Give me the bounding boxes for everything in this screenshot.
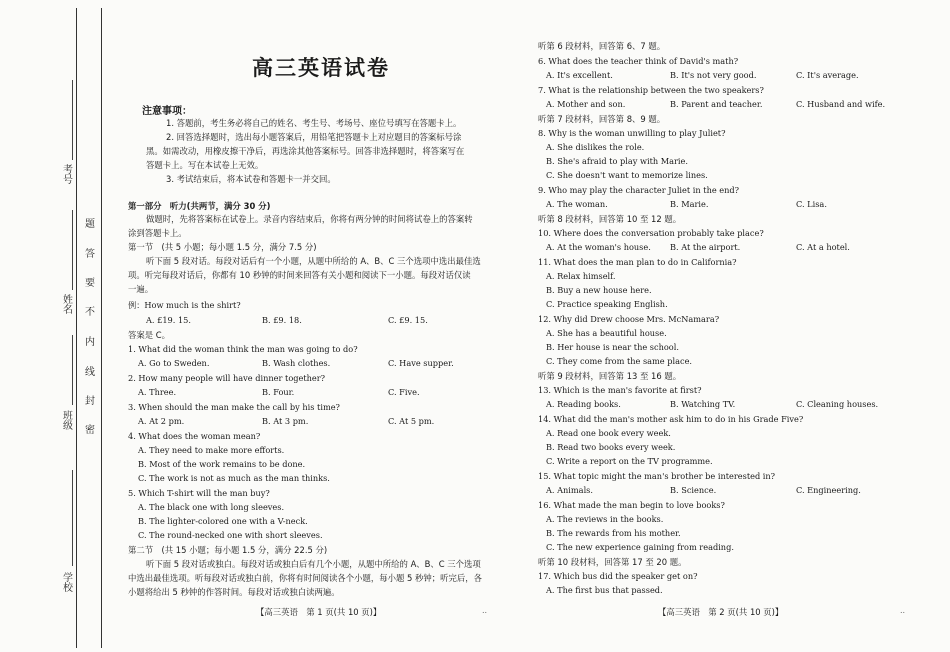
- name-line: [72, 210, 73, 290]
- option-a: A. They need to make more efforts.: [138, 445, 285, 455]
- option-b: B. It's not very good.: [670, 70, 757, 80]
- seal-char: 内: [82, 336, 94, 348]
- part1-intro: 涂到答题卡上。: [128, 228, 187, 238]
- exam-number-label: 考号: [60, 164, 72, 184]
- notes-line: 1. 答题前，考生务必将自己的姓名、考生号、考场号、座位号填写在答题卡上。: [166, 118, 462, 128]
- option-b: B. Her house is near the school.: [546, 342, 679, 352]
- section2-directions: 听下面 5 段对话或独白。每段对话或独白后有几个小题，从题中所给的 A、B、C 三个选项: [146, 559, 481, 569]
- option-b: B. Science.: [670, 485, 717, 495]
- option-a: A. It's excellent.: [546, 70, 613, 80]
- part1-heading: 第一部分 听力(共两节，满分 30 分): [128, 201, 271, 211]
- question-text: 7. What is the relationship between the two speakers?: [538, 85, 764, 95]
- section2-heading: 第二节 (共 15 小题；每小题 1.5 分，满分 22.5 分): [128, 545, 328, 555]
- option-a: A. Animals.: [546, 485, 593, 495]
- option-c: C. Lisa.: [796, 199, 827, 209]
- option-a: A. At 2 pm.: [138, 416, 185, 426]
- notes-line: 黑。如需改动，用橡皮擦干净后，再选涂其他答案标号。回答非选择题时，将答案写在: [146, 146, 465, 156]
- section1-directions: 项。听完每段对话后，你都有 10 秒钟的时间来回答有关小题和阅读下一小题。每段对话仅读: [128, 270, 471, 280]
- option-b: B. At the airport.: [670, 242, 741, 252]
- option-b: B. Marie.: [670, 199, 709, 209]
- question-text: 14. What did the man's mother ask him to do in his Grade Five?: [538, 414, 804, 424]
- option-c: C. Write a report on the TV programme.: [546, 456, 713, 466]
- example-option-c: C. £9. 15.: [388, 315, 428, 325]
- question-text: 4. What does the woman mean?: [128, 431, 261, 441]
- name-label: 姓名: [60, 294, 72, 314]
- part1-intro: 做题时，先将答案标在试卷上。录音内容结束后，你将有两分钟的时间将试卷上的答案转: [146, 214, 473, 224]
- option-b: B. Wash clothes.: [262, 358, 331, 368]
- question-text: 5. Which T-shirt will the man buy?: [128, 488, 270, 498]
- option-a: A. The woman.: [546, 199, 608, 209]
- option-b: B. The rewards from his mother.: [546, 528, 681, 538]
- option-b: B. She's afraid to play with Marie.: [546, 156, 689, 166]
- option-c: C. Five.: [388, 387, 420, 397]
- option-b: B. At 3 pm.: [262, 416, 309, 426]
- seal-char: 密: [82, 424, 94, 436]
- question-text: 15. What topic might the man's brother be interested in?: [538, 471, 776, 481]
- option-c: C. They come from the same place.: [546, 356, 693, 366]
- option-c: C. Engineering.: [796, 485, 861, 495]
- option-b: B. Most of the work remains to be done.: [138, 459, 306, 469]
- class-label: 班级: [60, 410, 72, 430]
- option-a: A. Relax himself.: [546, 271, 616, 281]
- footer-dots: ..: [900, 606, 906, 615]
- option-c: C. Have supper.: [388, 358, 454, 368]
- footer-right: 【高三英语 第 2 页(共 10 页)】: [658, 607, 784, 617]
- seal-char: 不: [82, 306, 94, 318]
- seal-char: 线: [82, 366, 94, 378]
- section2-directions: 小题将给出 5 秒钟的作答时间。每段对话或独白读两遍。: [128, 587, 340, 597]
- option-a: A. The black one with long sleeves.: [138, 502, 285, 512]
- notes-title: 注意事项：: [142, 106, 192, 117]
- option-a: A. The reviews in the books.: [546, 514, 664, 524]
- option-c: C. The round-necked one with short sleeves.: [138, 530, 323, 540]
- question-text: 2. How many people will have dinner together?: [128, 373, 326, 383]
- section1-heading: 第一节 (共 5 小题；每小题 1.5 分，满分 7.5 分): [128, 242, 317, 252]
- question-text: 9. Who may play the character Juliet in the end?: [538, 185, 740, 195]
- option-c: C. Husband and wife.: [796, 99, 886, 109]
- material-heading: 听第 7 段材料，回答第 8、9 题。: [538, 114, 666, 124]
- question-text: 6. What does the teacher think of David's math?: [538, 56, 739, 66]
- material-heading: 听第 8 段材料，回答第 10 至 12 题。: [538, 214, 682, 224]
- material-heading: 听第 6 段材料，回答第 6、7 题。: [538, 41, 666, 51]
- section1-directions: 一遍。: [128, 284, 154, 294]
- question-text: 8. Why is the woman unwilling to play Juliet?: [538, 128, 726, 138]
- question-text: 10. Where does the conversation probably take place?: [538, 228, 764, 238]
- example-answer: 答案是 C。: [128, 330, 171, 340]
- notes-line: 3. 考试结束后，将本试卷和答题卡一并交回。: [166, 174, 336, 184]
- option-a: A. She dislikes the role.: [546, 142, 645, 152]
- example-option-b: B. £9. 18.: [262, 315, 302, 325]
- option-a: A. Reading books.: [546, 399, 621, 409]
- binding-line-outer: [76, 8, 77, 648]
- option-b: B. Read two books every week.: [546, 442, 676, 452]
- question-text: 1. What did the woman think the man was going to do?: [128, 344, 358, 354]
- question-text: 12. Why did Drew choose Mrs. McNamara?: [538, 314, 720, 324]
- footer-dots: ..: [482, 606, 488, 615]
- section1-directions: 听下面 5 段对话。每段对话后有一个小题，从题中所给的 A、B、C 三个选项中选出最佳选: [146, 256, 481, 266]
- option-b: B. Watching TV.: [670, 399, 736, 409]
- option-c: C. At a hotel.: [796, 242, 850, 252]
- option-c: C. She doesn't want to memorize lines.: [546, 170, 708, 180]
- question-text: 16. What made the man begin to love books?: [538, 500, 725, 510]
- example-option-a: A. £19. 15.: [146, 315, 191, 325]
- option-a: A. Three.: [138, 387, 177, 397]
- school-line: [72, 470, 73, 566]
- question-text: 17. Which bus did the speaker get on?: [538, 571, 698, 581]
- notes-line: 答题卡上。写在本试卷上无效。: [146, 160, 264, 170]
- question-text: 13. Which is the man's favorite at first?: [538, 385, 702, 395]
- example-question: 例：How much is the shirt?: [128, 300, 241, 310]
- school-label: 学校: [60, 572, 72, 592]
- seal-char: 封: [82, 395, 94, 407]
- option-a: A. Go to Sweden.: [138, 358, 210, 368]
- binding-line-inner: [101, 8, 102, 648]
- option-c: C. Practice speaking English.: [546, 299, 668, 309]
- option-b: B. Buy a new house here.: [546, 285, 652, 295]
- option-a: A. Read one book every week.: [546, 428, 671, 438]
- option-a: A. She has a beautiful house.: [546, 328, 667, 338]
- option-b: B. The lighter-colored one with a V-neck.: [138, 516, 308, 526]
- option-c: C. Cleaning houses.: [796, 399, 879, 409]
- option-c: C. The new experience gaining from reading.: [546, 542, 734, 552]
- option-a: A. The first bus that passed.: [546, 585, 663, 595]
- option-c: C. It's average.: [796, 70, 859, 80]
- option-b: B. Parent and teacher.: [670, 99, 763, 109]
- option-b: B. Four.: [262, 387, 295, 397]
- page-title: 高三英语试卷: [252, 56, 390, 80]
- material-heading: 听第 10 段材料，回答第 17 至 20 题。: [538, 557, 687, 567]
- question-text: 3. When should the man make the call by his time?: [128, 402, 340, 412]
- option-a: A. Mother and son.: [546, 99, 626, 109]
- option-c: C. The work is not as much as the man thinks.: [138, 473, 330, 483]
- section2-directions: 中选出最佳选项。听每段对话或独白前，你将有时间阅读各个小题，每小题 5 秒钟；听完后，各: [128, 573, 483, 583]
- seal-char: 题: [82, 218, 94, 230]
- class-line: [72, 335, 73, 405]
- seal-char: 要: [82, 277, 94, 289]
- question-text: 11. What does the man plan to do in California?: [538, 257, 737, 267]
- footer-left: 【高三英语 第 1 页(共 10 页)】: [256, 607, 382, 617]
- seal-char: 答: [82, 248, 94, 260]
- material-heading: 听第 9 段材料，回答第 13 至 16 题。: [538, 371, 682, 381]
- exam-number-line: [72, 80, 73, 160]
- option-c: C. At 5 pm.: [388, 416, 435, 426]
- notes-line: 2. 回答选择题时，选出每小题答案后，用铅笔把答题卡上对应题目的答案标号涂: [166, 132, 462, 142]
- option-a: A. At the woman's house.: [546, 242, 651, 252]
